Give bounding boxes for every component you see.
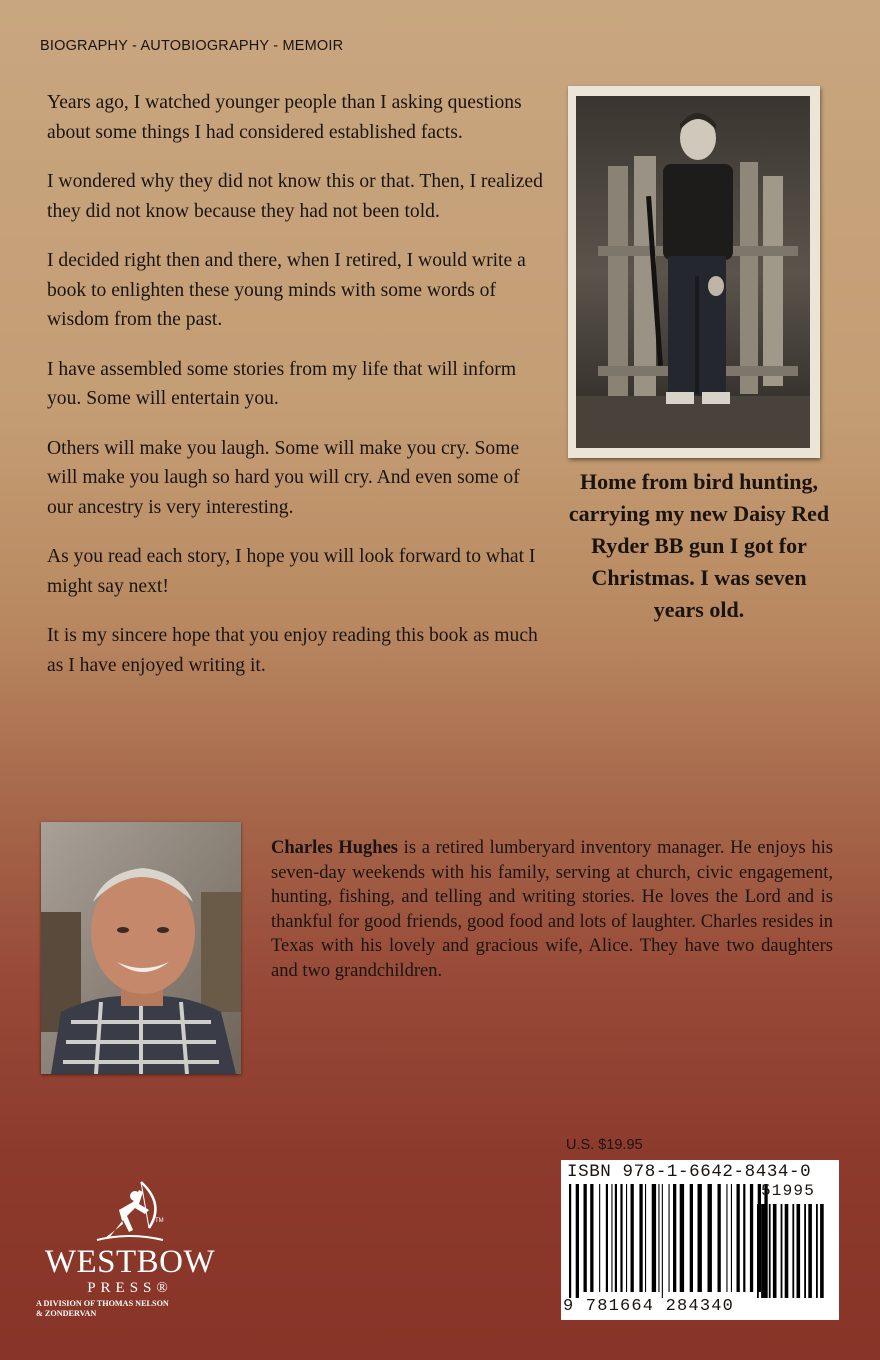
addon-bar (804, 1204, 806, 1298)
barcode-bar (615, 1184, 617, 1292)
barcode-bar (726, 1184, 727, 1292)
barcode-bar (639, 1184, 642, 1292)
blurb-paragraph: I decided right then and there, when I retired, I would write a book to enlighten these young minds with some words of wisdom from the past. (47, 250, 526, 330)
barcode-bar (658, 1184, 659, 1292)
barcode-bar (708, 1184, 712, 1292)
barcode-bar (620, 1184, 622, 1292)
barcode-bar (576, 1184, 579, 1298)
publisher-division-line-1: A DIVISION OF THOMAS NELSON (36, 1299, 169, 1308)
barcode-bar (590, 1184, 593, 1292)
price-label: U.S. $19.95 (566, 1137, 643, 1153)
category-label: BIOGRAPHY - AUTOBIOGRAPHY - MEMOIR (40, 38, 344, 54)
price-code: 51995 (761, 1182, 816, 1200)
blurb-paragraph: Others will make you laugh. Some will make you cry. Some will make you laugh so hard you will cry. And even some of our ancestry is very interesting. (47, 437, 520, 518)
addon-bar (816, 1204, 818, 1298)
addon-bar (797, 1204, 801, 1298)
barcode-bar (611, 1184, 612, 1292)
author-photo (41, 822, 241, 1074)
addon-bar (785, 1204, 789, 1298)
barcode-bar (737, 1184, 740, 1292)
barcode-bar (584, 1184, 587, 1292)
barcode-bar (680, 1184, 684, 1292)
addon-bar (757, 1204, 759, 1298)
archer-logo-icon (93, 1180, 167, 1242)
publisher-logo (30, 1180, 230, 1319)
vintage-boy-photo (568, 86, 820, 458)
isbn-label: ISBN 978-1-6642-8434-0 (567, 1162, 812, 1182)
blurb-paragraph: I wondered why they did not know this or that. Then, I realized they did not know because they had not been told. (47, 171, 543, 222)
addon-bar (820, 1204, 824, 1298)
barcode-bar (645, 1184, 646, 1292)
isbn-barcode (561, 1160, 839, 1320)
addon-bar (761, 1204, 765, 1298)
barcode-bar (631, 1184, 634, 1292)
barcode-bar (662, 1184, 663, 1298)
addon-bar (781, 1204, 783, 1298)
barcode-bar (652, 1184, 656, 1292)
ean-digits: 9 781664 284340 (563, 1297, 735, 1316)
addon-bar (792, 1204, 794, 1298)
addon-bar (808, 1204, 812, 1298)
blurb-paragraph: I have assembled some stories from my life that will inform you. Some will entertain you. (47, 358, 517, 409)
barcode-bar (599, 1184, 600, 1292)
barcode-bar (626, 1184, 627, 1292)
addon-bar (769, 1204, 771, 1298)
barcode-bar (569, 1184, 571, 1298)
trademark-mark: TM (155, 1218, 164, 1224)
publisher-division (30, 1299, 230, 1319)
barcode-bar (764, 1184, 767, 1298)
author-bio (271, 836, 833, 983)
barcode-bar (669, 1184, 670, 1292)
photo-caption: Home from bird hunting, carrying my new Daisy Red Ryder BB gun I got for Christmas. I was seven years old. (568, 469, 830, 622)
barcode-bar (731, 1184, 732, 1292)
publisher-press: PRESS® (87, 1280, 173, 1296)
barcode-bar (718, 1184, 721, 1292)
barcode-bar (743, 1184, 745, 1292)
back-cover-blurb (47, 88, 547, 700)
barcode-bar (750, 1184, 753, 1292)
addon-bar (773, 1204, 777, 1298)
blurb-paragraph: As you read each story, I hope you will look forward to what I might say next! (47, 546, 536, 597)
barcode-bar (698, 1184, 702, 1292)
barcode-bar (690, 1184, 693, 1292)
barcode-bar (673, 1184, 676, 1292)
author-bio-text: is a retired lumberyard inventory manager. He enjoys his seven-day weekends with his family, serving at church, civic engagement, hunting, fishing, and telling and writing stories. He loves the Lord and is thankful for good friends, good food and lots of laughter. Charles resides in Texas with his lovely and gracious wife, Alice. They have two daughters and two grandchildren. (271, 838, 833, 981)
blurb-paragraph: It is my sincere hope that you enjoy reading this book as much as I have enjoyed writing it. (47, 625, 538, 676)
barcode-bar (606, 1184, 608, 1292)
publisher-division-line-2: & ZONDERVAN (36, 1309, 97, 1318)
blurb-paragraph: Years ago, I watched younger people than I asking questions about some things I had considered established facts. (47, 92, 522, 143)
publisher-name: WESTBOW (44, 1244, 216, 1280)
author-name: Charles Hughes (271, 838, 398, 858)
